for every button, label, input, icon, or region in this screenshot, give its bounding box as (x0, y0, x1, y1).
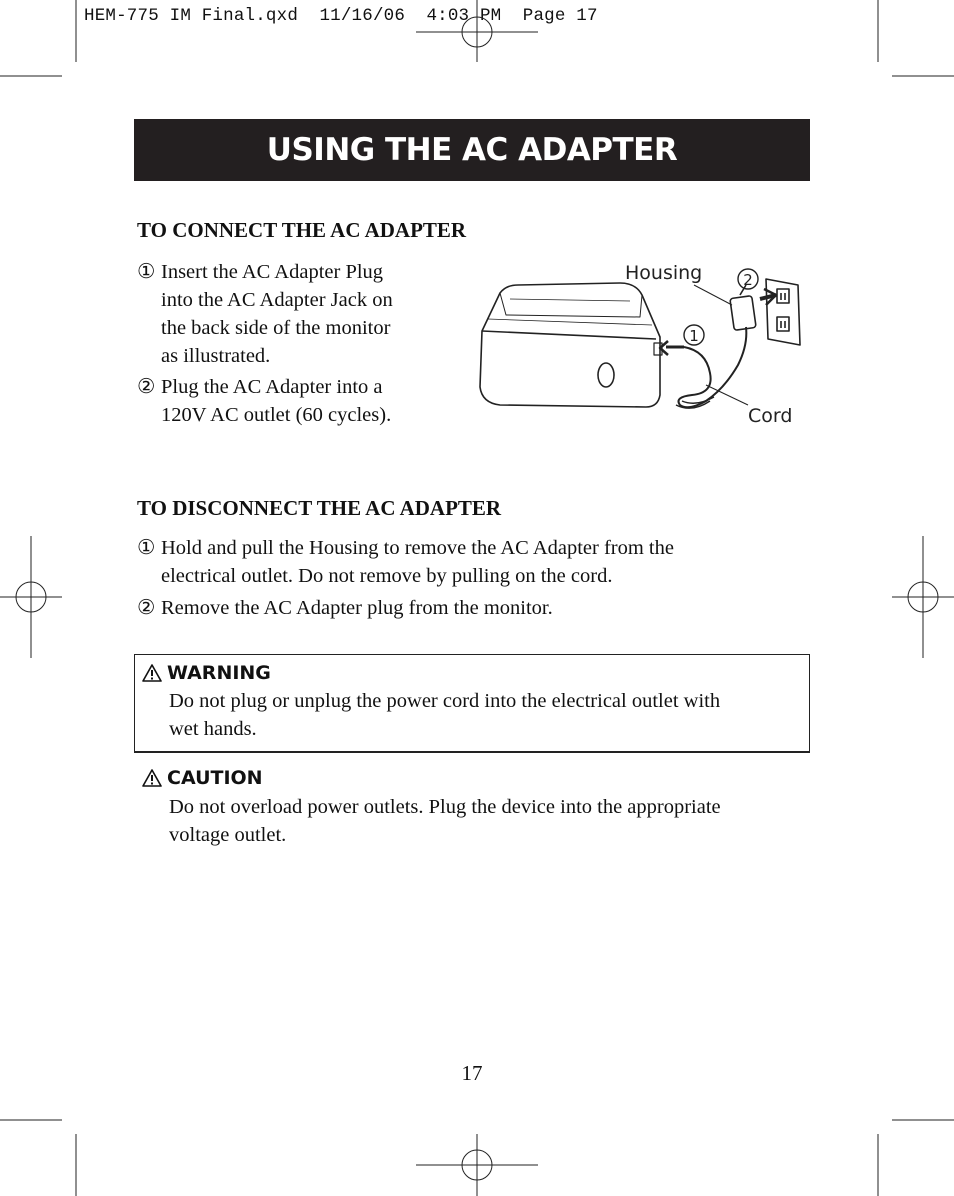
callout-1: 1 (689, 327, 699, 345)
step-text-line: 120V AC outlet (60 cycles). (161, 404, 392, 426)
cord-label: Cord (748, 405, 793, 427)
step-text-line: electrical outlet. Do not remove by pulling on the cord. (161, 565, 613, 587)
title-banner (134, 119, 810, 181)
warning-triangle-icon (142, 664, 162, 682)
disconnect-step-2 (137, 594, 553, 622)
disconnect-heading: TO DISCONNECT THE AC ADAPTER (137, 496, 502, 520)
warning-label: WARNING (167, 662, 271, 684)
step-number: ① (137, 261, 156, 283)
disconnect-step-1 (137, 534, 674, 590)
page-number: 17 (461, 1061, 483, 1085)
step-text-line: as illustrated. (161, 345, 271, 367)
caution-text-line: voltage outlet. (169, 824, 287, 846)
caution-label: CAUTION (167, 767, 263, 789)
step-number: ① (137, 537, 156, 559)
warning-text-line: wet hands. (169, 718, 257, 740)
warning-triangle-icon (142, 769, 162, 787)
caution-text-line: Do not overload power outlets. Plug the device into the appropriate (169, 796, 721, 818)
print-slug: HEM-775 IM Final.qxd 11/16/06 4:03 PM Page 17 (84, 6, 598, 26)
connect-step-1 (137, 258, 393, 370)
page-title: USING THE AC ADAPTER (266, 132, 678, 168)
callout-2: 2 (743, 271, 753, 289)
step-text-line: Plug the AC Adapter into a (161, 376, 383, 398)
ac-adapter-illustration (470, 255, 810, 435)
adapter-housing-illustration (730, 296, 756, 331)
step-number: ② (137, 376, 156, 398)
connect-step-2 (137, 373, 391, 429)
monitor-illustration (480, 283, 660, 407)
step-text-line: the back side of the monitor (161, 317, 391, 339)
step-text-line: into the AC Adapter Jack on (161, 289, 393, 311)
caution-text (169, 793, 721, 849)
connect-heading: TO CONNECT THE AC ADAPTER (137, 218, 467, 242)
step-text-line: Hold and pull the Housing to remove the AC Adapter from the (161, 537, 674, 559)
housing-label: Housing (625, 262, 703, 284)
warning-title (142, 662, 271, 684)
warning-text-line: Do not plug or unplug the power cord into the electrical outlet with (169, 690, 721, 712)
warning-text (169, 687, 720, 743)
step-number: ② (137, 597, 156, 619)
step-text-line: Insert the AC Adapter Plug (161, 261, 384, 283)
step-text-line: Remove the AC Adapter plug from the monitor. (161, 597, 553, 619)
caution-title (142, 767, 263, 789)
